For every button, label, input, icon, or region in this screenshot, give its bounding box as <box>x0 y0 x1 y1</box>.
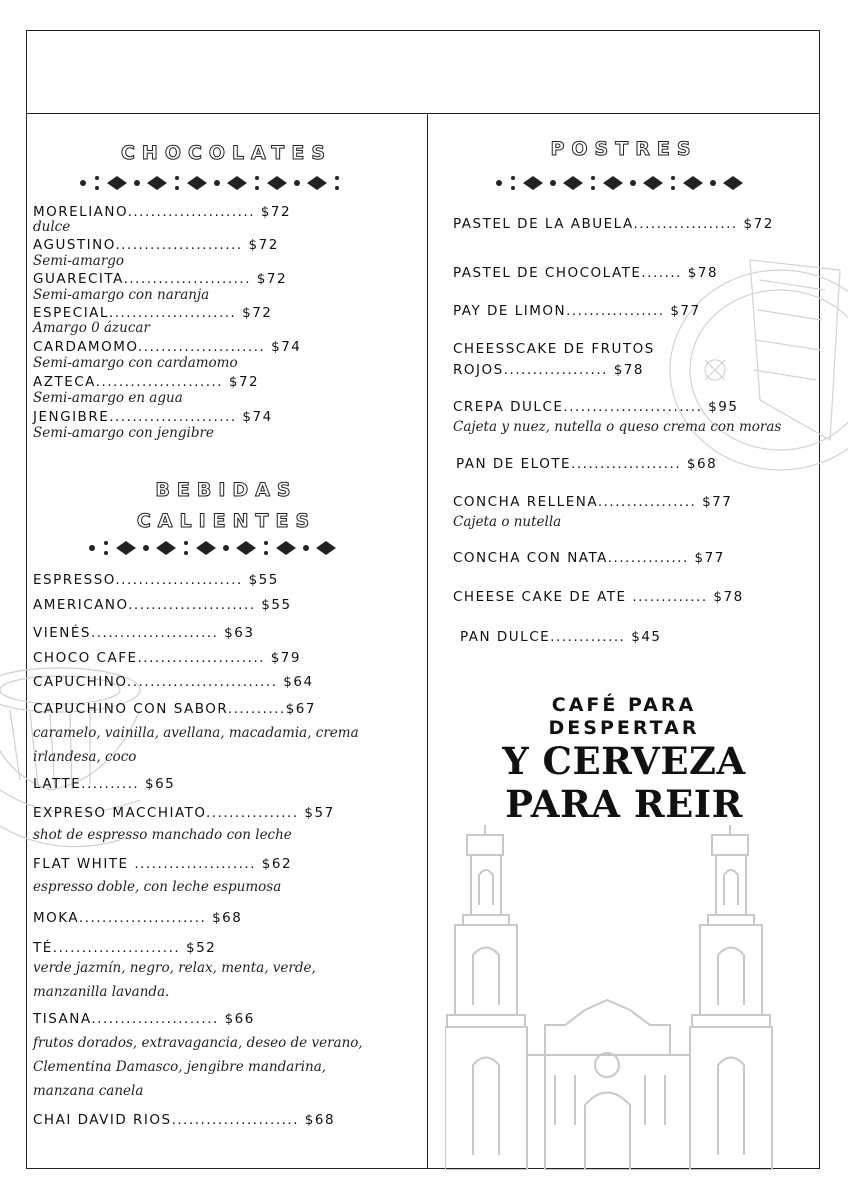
ornament-divider-icon <box>86 537 340 559</box>
menu-item: CONCHA CON NATA.............. $77 <box>453 550 725 566</box>
menu-item: PAN DE ELOTE................... $68 <box>456 456 718 472</box>
menu-item-desc: frutos dorados, extravagancia, deseo de verano, <box>33 1035 363 1051</box>
menu-item: LATTE.......... $65 <box>33 776 176 792</box>
menu-item: MORELIANO...................... $72 <box>33 204 292 220</box>
menu-item: JENGIBRE...................... $74 <box>33 409 273 425</box>
slogan-line3: Y CERVEZA <box>502 739 746 783</box>
menu-item-desc: Cajeta y nuez, nutella o queso crema con moras <box>453 419 782 435</box>
slogan-line2: DESPERTAR <box>548 717 700 739</box>
menu-item: PAN DULCE............. $45 <box>460 629 662 645</box>
menu-item: PASTEL DE CHOCOLATE....... $78 <box>453 265 719 281</box>
menu-item-desc: Amargo 0 ázucar <box>33 320 150 336</box>
menu-item-desc: dulce <box>33 219 71 235</box>
menu-item: TÉ...................... $52 <box>33 940 217 956</box>
menu-item: CARDAMOMO...................... $74 <box>33 339 302 355</box>
menu-item: AMERICANO...................... $55 <box>33 597 292 613</box>
menu-item: ROJOS.................. $78 <box>453 362 644 378</box>
menu-item-desc: manzana canela <box>33 1083 144 1099</box>
bebidas-title-line2: CALIENTES <box>136 510 317 532</box>
menu-item-desc: caramelo, vainilla, avellana, macadamia, crema <box>33 725 359 741</box>
slogan-line4: PARA REIR <box>505 782 743 826</box>
menu-item-desc: verde jazmín, negro, relax, menta, verde, <box>33 960 316 976</box>
slogan-line1: CAFÉ PARA <box>551 694 697 716</box>
menu-item: CHOCO CAFE...................... $79 <box>33 650 301 666</box>
menu-item: CHEESE CAKE DE ATE ............. $78 <box>453 589 744 605</box>
menu-item-desc: Semi-amargo con cardamomo <box>33 355 238 371</box>
menu-item: MOKA...................... $68 <box>33 910 243 926</box>
menu-item: PAY DE LIMON................. $77 <box>453 303 701 319</box>
menu-item-desc: Semi-amargo con naranja <box>33 287 210 303</box>
menu-item: TISANA...................... $66 <box>33 1011 255 1027</box>
menu-item: FLAT WHITE ..................... $62 <box>33 856 293 872</box>
menu-item: CHEESSCAKE DE FRUTOS <box>453 341 655 357</box>
menu-item-desc: espresso doble, con leche espumosa <box>33 879 282 895</box>
menu-item: ESPRESSO...................... $55 <box>33 572 279 588</box>
menu-item-desc: Semi-amargo en agua <box>33 390 183 406</box>
menu-item-desc: Semi-amargo <box>33 253 125 269</box>
menu-item-desc: Cajeta o nutella <box>453 514 562 530</box>
menu-item: AZTECA...................... $72 <box>33 374 260 390</box>
postres-title: POSTRES <box>550 138 698 160</box>
menu-item: VIENÉS...................... $63 <box>33 625 255 641</box>
menu-item-desc: Semi-amargo con jengibre <box>33 425 214 441</box>
column-divider <box>427 113 428 1169</box>
ornament-divider-icon <box>77 172 349 194</box>
menu-item: AGUSTINO...................... $72 <box>33 237 279 253</box>
menu-item-desc: irlandesa, coco <box>33 749 137 765</box>
menu-item-desc: Clementina Damasco, jengibre mandarina, <box>33 1059 327 1075</box>
ornament-divider-icon <box>493 172 747 194</box>
chocolates-title: CHOCOLATES <box>120 142 333 164</box>
menu-item: CONCHA RELLENA................. $77 <box>453 494 733 510</box>
menu-item: ESPECIAL...................... $72 <box>33 305 273 321</box>
menu-item: CHAI DAVID RIOS...................... $68 <box>33 1112 336 1128</box>
menu-item: EXPRESO MACCHIATO................ $57 <box>33 805 335 821</box>
menu-item: GUARECITA...................... $72 <box>33 271 288 287</box>
cathedral-sketch-icon <box>445 825 810 1170</box>
menu-item: CAPUCHINO.......................... $64 <box>33 674 314 690</box>
menu-item: PASTEL DE LA ABUELA.................. $72 <box>453 216 774 232</box>
header-divider <box>26 113 820 114</box>
bebidas-title-line1: BEBIDAS <box>155 479 298 501</box>
menu-item-desc: shot de espresso manchado con leche <box>33 827 292 843</box>
menu-item-desc: manzanilla lavanda. <box>33 984 170 1000</box>
menu-item: CREPA DULCE........................ $95 <box>453 399 739 415</box>
menu-item: CAPUCHINO CON SABOR..........$67 <box>33 701 316 717</box>
